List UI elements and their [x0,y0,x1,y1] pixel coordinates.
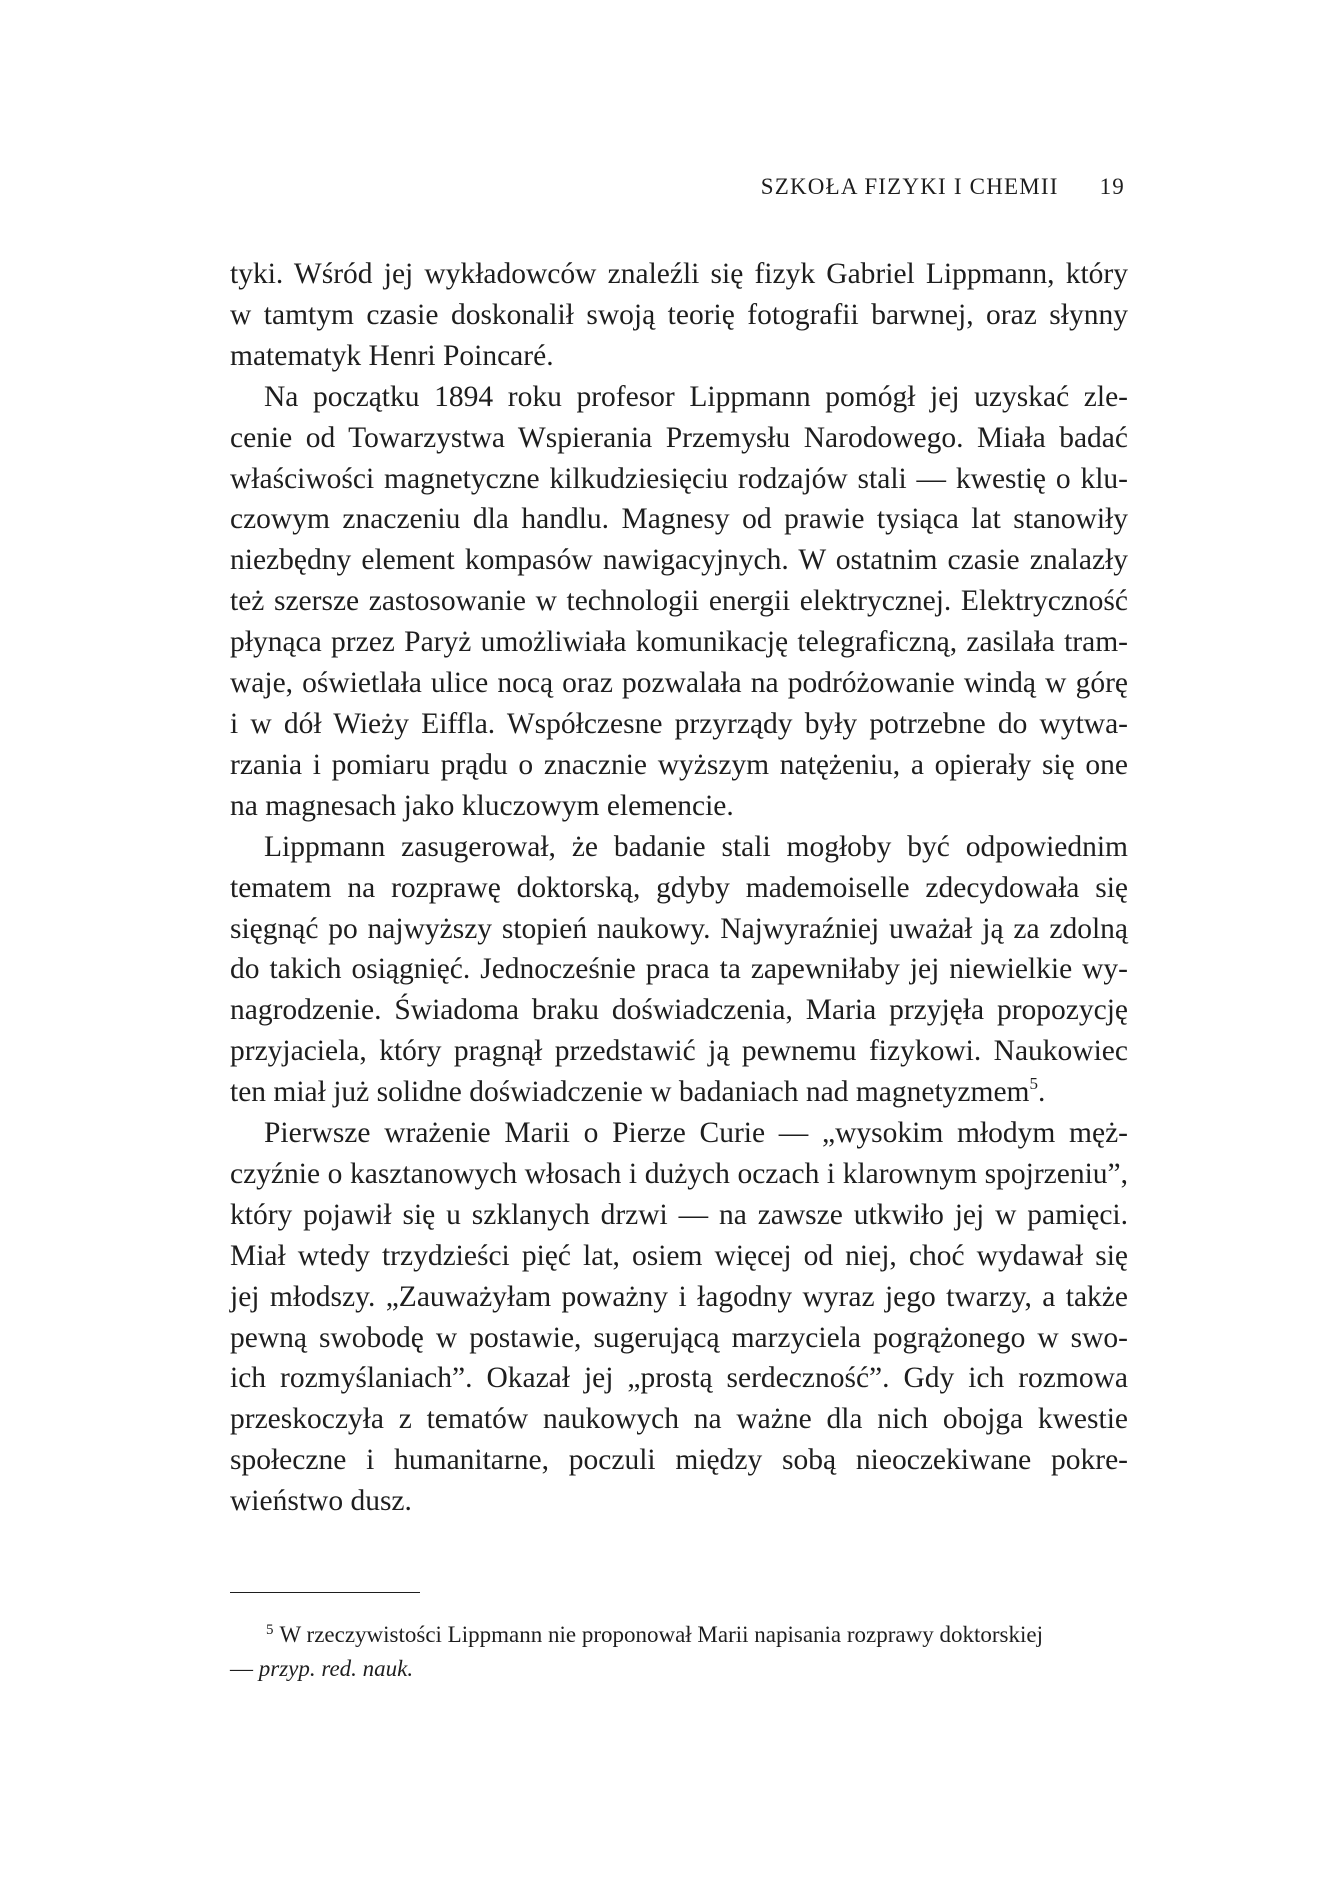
line-text: sięgnąć po najwyższy stopień naukowy. Najwyraźniej uważał ją za zdolną [230,912,1128,945]
text-line [230,663,1128,704]
text-line [230,581,1128,622]
footnote [230,1618,1128,1686]
body-text [230,254,1128,1522]
line-text: wieństwo dusz. [230,1485,412,1518]
text-line [230,459,1128,500]
footnote-line-1 [230,1618,1128,1652]
text-line [230,1031,1128,1072]
line-text: płynąca przez Paryż umożliwiała komunikację telegraficzną, zasilała tram- [230,626,1128,659]
text-line [230,949,1128,990]
text-line [230,1113,1128,1154]
line-text: przyjaciela, który pragnął przedstawić ją pewnemu fizykowi. Naukowiec [230,1035,1128,1068]
paragraph [230,377,1128,827]
text-line [230,1399,1128,1440]
page-number: 19 [1099,174,1125,199]
line-text: ich rozmyślaniach”. Okazał jej „prostą serdeczność”. Gdy ich rozmowa [230,1362,1128,1395]
paragraph [230,1113,1128,1522]
footnote-reference[interactable]: 5 [1029,1074,1038,1094]
line-text: nagrodzenie. Świadoma braku doświadczenia, Maria przyjęła propozycję [230,994,1128,1027]
line-text: ten miał już solidne doświadczenie w badaniach nad magnetyzmem [230,1076,1030,1109]
footnote-editor-note: przyp. red. nauk. [258,1656,414,1681]
line-text: przeskoczyła z tematów naukowych na ważne dla nich obojga kwestie [230,1403,1128,1436]
text-line [230,1236,1128,1277]
line-text: czowym znaczeniu dla handlu. Magnesy od prawie tysiąca lat stanowiły [230,503,1128,536]
text-line [230,295,1128,336]
text-line [230,909,1128,950]
running-header [761,174,1125,200]
text-line [230,1195,1128,1236]
text-line [230,704,1128,745]
text-line [230,254,1128,295]
paragraph [230,254,1128,377]
text-line [230,786,1128,827]
line-text: Lippmann zasugerował, że badanie stali mogłoby być odpowiednim [264,830,1128,863]
line-text: Pierwsze wrażenie Marii o Pierze Curie — „wysokim młodym męż- [264,1117,1128,1150]
text-line [230,1440,1128,1481]
line-text: cenie od Towarzystwa Wspierania Przemysłu Narodowego. Miała badać [230,421,1128,454]
text-line [230,540,1128,581]
line-text: do takich osiągnięć. Jednocześnie praca ta zapewniłaby jej niewielkie wy- [230,953,1128,986]
line-text: społeczne i humanitarne, poczuli między sobą nieoczekiwane pokre- [230,1444,1128,1477]
text-line [230,868,1128,909]
line-text: tyki. Wśród jej wykładowców znaleźli się fizyk Gabriel Lippmann, który [230,258,1128,290]
footnote-line-2 [230,1652,1128,1686]
sentence-period: . [1038,1076,1046,1109]
paragraph [230,827,1128,1113]
line-text: Miał wtedy trzydzieści pięć lat, osiem więcej od niej, choć wydawał się [230,1239,1128,1272]
line-text: jej młodszy. „Zauważyłam poważny i łagodny wyraz jego twarzy, a także [230,1280,1128,1313]
text-line [230,745,1128,786]
text-line [230,1481,1128,1522]
line-text: na magnesach jako kluczowym elemencie. [230,789,734,822]
line-text: który pojawił się u szklanych drzwi — na zawsze utkwiło jej w pamięci. [230,1198,1128,1231]
text-line [230,418,1128,459]
line-text: waje, oświetlała ulice nocą oraz pozwalała na podróżowanie windą w górę [230,667,1128,700]
running-title: SZKOŁA FIZYKI I CHEMII [760,174,1059,199]
footnote-dash: — [230,1656,259,1681]
line-text: i w dół Wieży Eiffla. Współczesne przyrządy były potrzebne do wytwa- [230,707,1128,740]
text-line [230,990,1128,1031]
line-text: czyźnie o kasztanowych włosach i dużych oczach i klarownym spojrzeniu”, [230,1157,1128,1190]
line-text: matematyk Henri Poincaré. [230,339,554,372]
text-line [230,1277,1128,1318]
line-text: tematem na rozprawę doktorską, gdyby mademoiselle zdecydowała się [230,871,1128,904]
text-line [230,622,1128,663]
text-line [230,1154,1128,1195]
text-line [230,1358,1128,1399]
line-text: też szersze zastosowanie w technologii energii elektrycznej. Elektryczność [230,585,1128,618]
line-text: właściwości magnetyczne kilkudziesięciu rodzajów stali — kwestię o klu- [230,462,1128,495]
text-line [230,1318,1128,1359]
footnote-number: 5 [266,1622,274,1638]
text-line [230,1072,1128,1113]
text-line [230,499,1128,540]
footnote-text: W rzeczywistości Lippmann nie proponował Marii napisania rozprawy doktorskiej [279,1622,1043,1647]
line-text: rzania i pomiaru prądu o znacznie wyższym natężeniu, a opierały się one [230,748,1128,781]
line-text: pewną swobodę w postawie, sugerującą marzyciela pogrążonego w swo- [230,1321,1128,1354]
text-line [230,377,1128,418]
text-line [230,827,1128,868]
footnote-separator [230,1592,420,1593]
text-line [230,336,1128,377]
line-text: w tamtym czasie doskonalił swoją teorię fotografii barwnej, oraz słynny [230,298,1128,331]
line-text: niezbędny element kompasów nawigacyjnych. W ostatnim czasie znalazły [230,544,1128,577]
line-text: Na początku 1894 roku profesor Lippmann pomógł jej uzyskać zle- [264,380,1128,413]
